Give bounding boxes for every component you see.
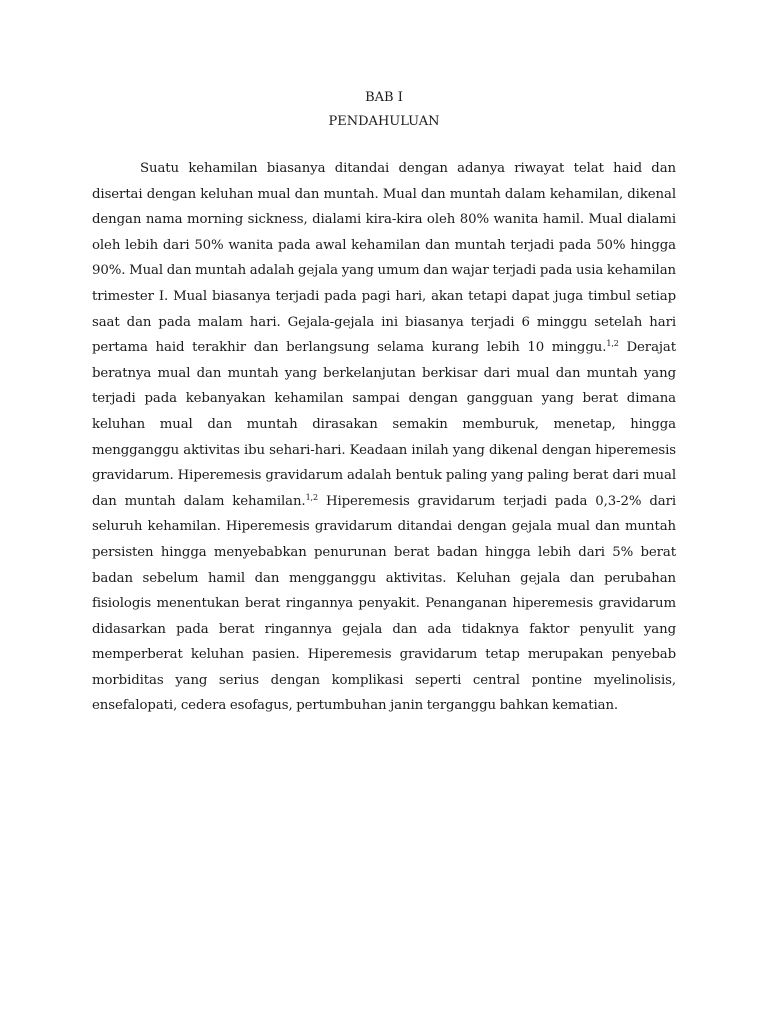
paragraph-text-part-1: Suatu kehamilan biasanya ditandai dengan adanya riwayat telat haid dan disertai dengan keluhan mual dan muntah. Mual dan muntah dalam kehamilan, dikenal dengan nama morning sickness, dialami kira-kira oleh 80% wanita hamil. Mual dialami oleh lebih dari 50% wanita pada awal kehamilan dan muntah terjadi pada 50% hingga 90%. Mual dan muntah adalah gejala yang umum dan wajar terjadi pada usia kehamilan trimester I. Mual biasanya terjadi pada pagi hari, akan tetapi dapat juga timbul setiap saat dan pada malam hari. Gejala-gejala ini biasanya terjadi 6 minggu setelah hari pertama haid terakhir dan berlangsung selama kurang lebih 10 minggu. — [92, 161, 676, 356]
chapter-title: PENDAHULUAN — [328, 114, 440, 129]
chapter-label: BAB I — [365, 90, 403, 105]
citation-superscript-1: 1,2 — [606, 339, 619, 349]
intro-paragraph — [92, 156, 676, 719]
paragraph-text-part-3: Hiperemesis gravidarum terjadi pada 0,3-2% dari seluruh kehamilan. Hiperemesis gravidarum ditandai dengan gejala mual dan muntah persisten hingga menyebabkan penurunan berat badan hingga lebih dari 5% berat badan sebelum hamil dan mengganggu aktivitas. Keluhan gejala dan perubahan fisiologis menentukan berat ringannya penyakit. Penanganan hiperemesis gravidarum didasarkan pada berat ringannya gejala dan ada tidaknya faktor penyulit yang memperberat keluhan pasien. Hiperemesis gravidarum tetap merupakan penyebab morbiditas yang serius dengan komplikasi seperti central pontine myelinolisis, ensefalopati, cedera esofagus, pertumbuhan janin terganggu bahkan kematian. — [92, 493, 676, 714]
citation-superscript-2: 1,2 — [305, 492, 318, 502]
paragraph-text-part-2: Derajat beratnya mual dan muntah yang berkelanjutan berkisar dari mual dan muntah yang terjadi pada kebanyakan kehamilan sampai dengan gangguan yang berat dimana keluhan mual dan muntah dirasakan semakin memburuk, menetap, hingga mengganggu aktivitas ibu sehari-hari. Keadaan inilah yang dikenal dengan hiperemesis gravidarum. Hiperemesis gravidarum adalah bentuk paling yang paling berat dari mual dan muntah dalam kehamilan. — [92, 340, 676, 509]
document-page — [92, 86, 676, 719]
